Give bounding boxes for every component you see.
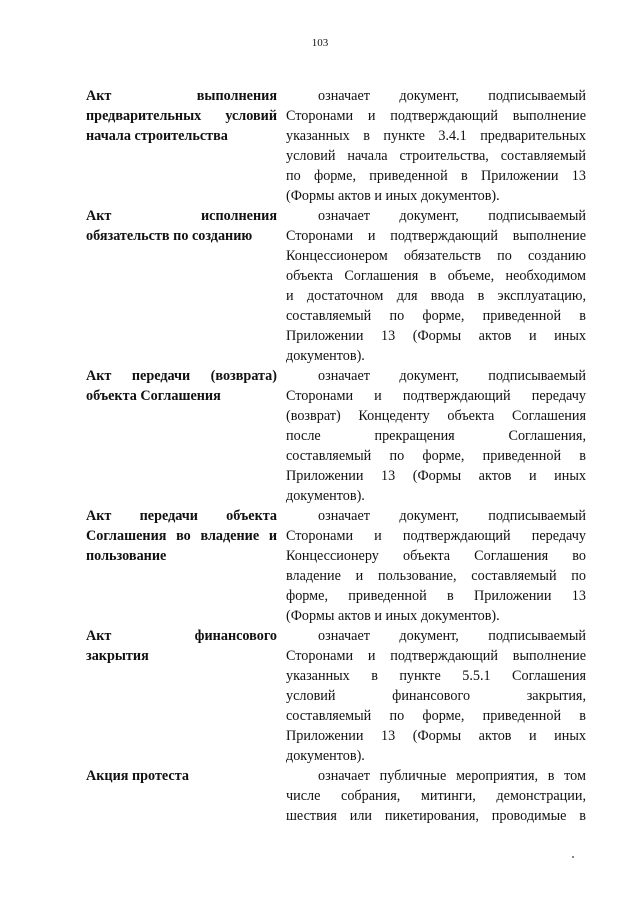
definition-text bbox=[286, 366, 586, 506]
def-line: условий начала строительства, составляемый bbox=[286, 148, 586, 164]
def-line: документов). bbox=[286, 348, 365, 364]
def-line: и достаточном для ввода в эксплуатацию, bbox=[286, 288, 586, 304]
def-line: форме, приведенной в Приложении 13 bbox=[286, 588, 586, 604]
definition-term bbox=[86, 86, 277, 146]
def-line: составляемый по форме, приведенной в bbox=[286, 308, 586, 324]
term-line: закрытия bbox=[86, 648, 149, 664]
definition-term bbox=[86, 626, 277, 666]
term-line: Акт выполнения bbox=[86, 88, 277, 104]
definition-entry bbox=[86, 366, 586, 506]
scan-mark bbox=[572, 856, 574, 858]
term-line: Акт передачи объекта bbox=[86, 508, 277, 524]
definition-text bbox=[286, 206, 586, 366]
def-line: после прекращения Соглашения, bbox=[286, 428, 586, 444]
term-line: пользование bbox=[86, 548, 167, 564]
def-line: (Формы актов и иных документов). bbox=[286, 188, 500, 204]
def-line: составляемый по форме, приведенной в bbox=[286, 708, 586, 724]
def-line: Приложении 13 (Формы актов и иных bbox=[286, 728, 586, 744]
definition-entry bbox=[86, 626, 586, 766]
definition-term bbox=[86, 366, 277, 406]
def-line: указанных в пункте 3.4.1 предварительных bbox=[286, 128, 586, 144]
def-line: документов). bbox=[286, 748, 365, 764]
term-line: предварительных условий bbox=[86, 108, 277, 124]
def-line: Сторонами и подтверждающий выполнение bbox=[286, 648, 586, 664]
def-line: условий финансового закрытия, bbox=[286, 688, 586, 704]
term-line: Акция протеста bbox=[86, 768, 189, 784]
def-line: по форме, приведенной в Приложении 13 bbox=[286, 168, 586, 184]
def-line: означает документ, подписываемый bbox=[318, 508, 586, 524]
term-line: Акт финансового bbox=[86, 628, 277, 644]
def-line: владение и пользование, составляемый по bbox=[286, 568, 586, 584]
def-line: Приложении 13 (Формы актов и иных bbox=[286, 468, 586, 484]
term-line: Акт исполнения bbox=[86, 208, 277, 224]
def-line: Сторонами и подтверждающий передачу bbox=[286, 528, 586, 544]
definition-entry bbox=[86, 86, 586, 206]
definition-term bbox=[86, 766, 277, 786]
def-line: означает документ, подписываемый bbox=[318, 628, 586, 644]
def-line: означает публичные мероприятия, в том bbox=[318, 768, 586, 784]
def-line: Концессионеру объекта Соглашения во bbox=[286, 548, 586, 564]
def-line: (Формы актов и иных документов). bbox=[286, 608, 500, 624]
term-line: Акт передачи (возврата) bbox=[86, 368, 277, 384]
definition-entry bbox=[86, 506, 586, 626]
def-line: Сторонами и подтверждающий передачу bbox=[286, 388, 586, 404]
def-line: Приложении 13 (Формы актов и иных bbox=[286, 328, 586, 344]
page-number: 103 bbox=[311, 37, 329, 49]
def-line: означает документ, подписываемый bbox=[318, 368, 586, 384]
definition-term bbox=[86, 506, 277, 566]
def-line: документов). bbox=[286, 488, 365, 504]
def-line: шествия или пикетирования, проводимые в bbox=[286, 808, 586, 824]
def-line: указанных в пункте 5.5.1 Соглашения bbox=[286, 668, 586, 684]
definition-text bbox=[286, 766, 586, 826]
def-line: объекта Соглашения в объеме, необходимом bbox=[286, 268, 586, 284]
definition-entry bbox=[86, 766, 586, 826]
def-line: числе собрания, митинги, демонстрации, bbox=[286, 788, 586, 804]
def-line: составляемый по форме, приведенной в bbox=[286, 448, 586, 464]
definition-text bbox=[286, 506, 586, 626]
term-line: объекта Соглашения bbox=[86, 388, 221, 404]
term-line: начала строительства bbox=[86, 128, 228, 144]
definition-text bbox=[286, 86, 586, 206]
def-line: Сторонами и подтверждающий выполнение bbox=[286, 108, 586, 124]
term-line: обязательств по созданию bbox=[86, 228, 253, 244]
def-line: (возврат) Концеденту объекта Соглашения bbox=[286, 408, 586, 424]
def-line: означает документ, подписываемый bbox=[318, 88, 586, 104]
definition-text bbox=[286, 626, 586, 766]
definition-term bbox=[86, 206, 277, 246]
term-line: Соглашения во владение и bbox=[86, 528, 277, 544]
def-line: означает документ, подписываемый bbox=[318, 208, 586, 224]
def-line: Концессионером обязательств по созданию bbox=[286, 248, 586, 264]
definitions-list bbox=[86, 86, 586, 826]
definition-entry bbox=[86, 206, 586, 366]
def-line: Сторонами и подтверждающий выполнение bbox=[286, 228, 586, 244]
